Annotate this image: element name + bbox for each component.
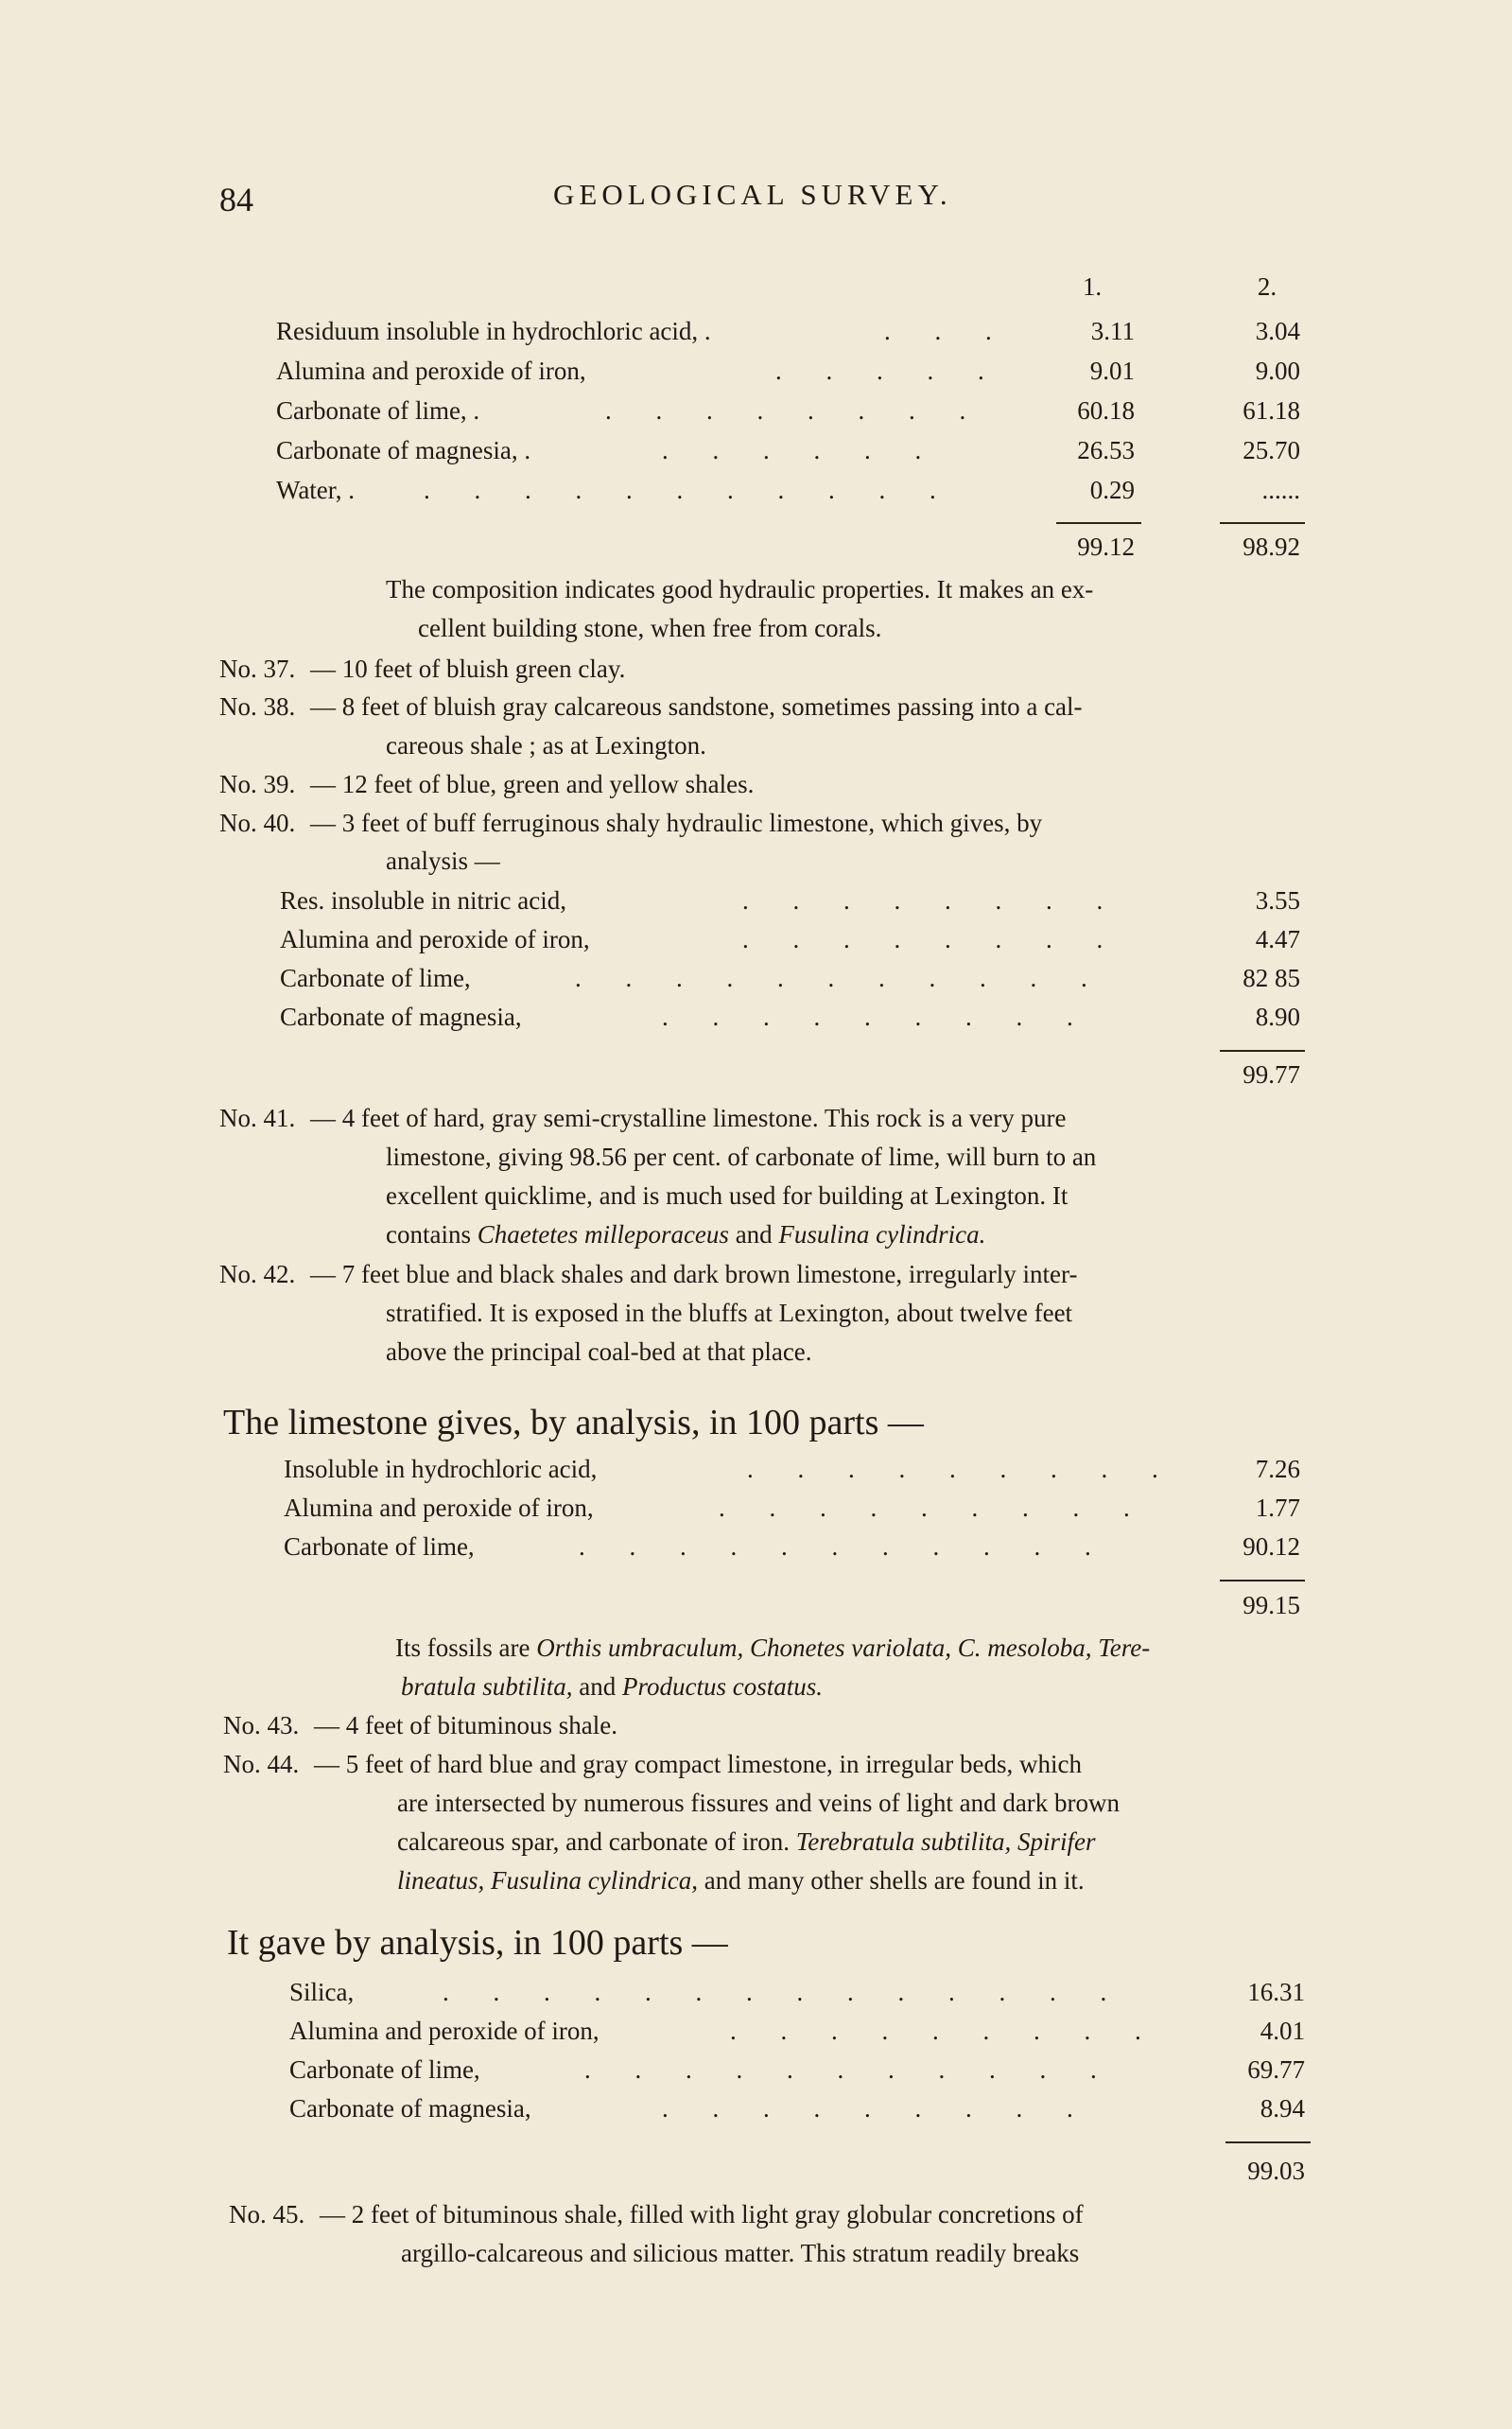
leader-dots: . . . . . . . . . . .	[424, 476, 955, 504]
text-span: and many other shells are found in it.	[704, 1866, 1085, 1895]
leader-dots: . . . . .	[775, 357, 1003, 385]
entry-text: — 10 feet of bluish green clay.	[310, 655, 626, 683]
sum-rule	[1220, 522, 1305, 524]
entry-number: No. 38.	[219, 692, 296, 721]
entry-number: No. 42.	[219, 1260, 296, 1288]
leader-dots: . . . . . . . . .	[719, 1494, 1149, 1522]
entry-number: No. 39.	[219, 770, 296, 798]
table-cell: 69.77	[1247, 2055, 1305, 2084]
table-cell: 9.00	[1255, 357, 1300, 385]
column-header-1: 1.	[1082, 272, 1103, 301]
table-cell: 90.12	[1243, 1532, 1300, 1561]
table-cell: 16.31	[1247, 1978, 1305, 2006]
leader-dots: . . . . . . . . . . .	[579, 1532, 1110, 1561]
table-row-label: Carbonate of magnesia,	[280, 1003, 522, 1031]
paragraph-line: cellent building stone, when free from corals.	[418, 614, 882, 642]
table-cell: 7.26	[1255, 1455, 1300, 1483]
entry-text: careous shale ; as at Lexington.	[386, 731, 706, 760]
text-span: Its fossils are	[395, 1634, 530, 1662]
table-cell: 0.29	[1089, 476, 1135, 504]
sum-rule	[1220, 1050, 1305, 1052]
species-name: bratula subtilita,	[401, 1672, 573, 1701]
table-row-label: Alumina and peroxide of iron,	[276, 357, 586, 385]
leader-dots: . . . . . . . . .	[662, 2094, 1092, 2123]
table-row-label: Alumina and peroxide of iron,	[284, 1494, 594, 1522]
table-cell: 61.18	[1243, 396, 1300, 425]
entry-text: argillo-calcareous and silicious matter. This stratum readily breaks	[401, 2239, 1080, 2267]
leader-dots: . . .	[884, 317, 1011, 345]
table-cell: 4.01	[1260, 2017, 1305, 2045]
entry-number: No. 44.	[223, 1750, 300, 1778]
entry-text: excellent quicklime, and is much used for building at Lexington. It	[386, 1181, 1069, 1210]
table-row-label: Water, .	[276, 476, 355, 504]
entry-text: — 2 feet of bituminous shale, filled with light gray globular concretions of	[320, 2200, 1084, 2228]
running-title: GEOLOGICAL SURVEY.	[553, 178, 952, 211]
sum-rule	[1220, 1580, 1305, 1581]
entry-number: No. 40.	[219, 809, 296, 837]
entry-text: — 5 feet of hard blue and gray compact limestone, in irregular beds, which	[314, 1750, 1082, 1778]
fossils-line	[395, 1634, 1150, 1663]
table-row-label: Alumina and peroxide of iron,	[289, 2017, 600, 2045]
column-header-2: 2.	[1257, 272, 1277, 301]
species-name: Productus costatus.	[622, 1672, 824, 1701]
entry-text	[397, 1827, 1096, 1857]
table-cell: 60.18	[1077, 396, 1135, 425]
leader-dots: . . . . . . . . .	[662, 1003, 1092, 1031]
entry-text: — 3 feet of buff ferruginous shaly hydraulic limestone, which gives, by	[310, 809, 1043, 837]
table-cell: 9.01	[1089, 357, 1135, 385]
leader-dots: . . . . . . . . .	[747, 1455, 1177, 1483]
sum-rule	[1056, 522, 1141, 524]
species-name: Orthis umbraculum,	[536, 1634, 744, 1662]
leader-dots: . . . . . . . . .	[730, 2017, 1160, 2045]
entry-text: are intersected by numerous fissures and veins of light and dark brown	[397, 1789, 1121, 1817]
text-span: contains	[386, 1220, 471, 1249]
table-cell: ......	[1261, 476, 1300, 504]
entry-number: No. 41.	[219, 1104, 296, 1132]
species-name: Fusulina cylindrica.	[778, 1220, 986, 1249]
entry-text: — 4 feet of hard, gray semi-crystalline limestone. This rock is a very pure	[310, 1104, 1067, 1132]
table-cell: 8.94	[1260, 2094, 1305, 2123]
table-cell: 3.55	[1255, 886, 1300, 915]
table-cell: 25.70	[1243, 436, 1300, 464]
leader-dots: . . . . . .	[662, 436, 941, 464]
sum-rule	[1225, 2141, 1311, 2143]
table-row-label: Carbonate of lime, .	[276, 396, 480, 425]
leader-dots: . . . . . . . . . . .	[575, 964, 1106, 992]
page-number: 84	[219, 181, 253, 218]
table-row-label: Residuum insoluble in hydrochloric acid, .	[276, 317, 711, 345]
table-total: 99.77	[1243, 1060, 1300, 1089]
table-cell: 3.11	[1090, 317, 1135, 345]
table-row-label: Carbonate of lime,	[289, 2055, 480, 2084]
table-row-label: Carbonate of lime,	[284, 1532, 475, 1561]
table-row-label: Alumina and peroxide of iron,	[280, 925, 590, 953]
entry-text: — 8 feet of bluish gray calcareous sandstone, sometimes passing into a cal-	[310, 692, 1083, 721]
entry-number: No. 43.	[223, 1711, 300, 1739]
fossils-line	[401, 1672, 823, 1702]
table-total: 98.92	[1243, 533, 1300, 561]
table-cell: 3.04	[1255, 317, 1300, 345]
table-row-label: Silica,	[289, 1978, 355, 2006]
leader-dots: . . . . . . . .	[605, 396, 985, 425]
entry-text: limestone, giving 98.56 per cent. of carbonate of lime, will burn to an	[386, 1143, 1097, 1171]
text-span: calcareous spar, and carbonate of iron.	[397, 1827, 790, 1856]
entry-text: above the principal coal-bed at that place.	[386, 1337, 812, 1366]
entry-text-fossils	[386, 1220, 985, 1249]
section-heading: The limestone gives, by analysis, in 100 parts —	[223, 1403, 924, 1442]
entry-text: — 7 feet blue and black shales and dark brown limestone, irregularly inter-	[310, 1260, 1078, 1288]
species-name: lineatus, Fusulina cylindrica,	[397, 1866, 698, 1895]
table-cell: 82 85	[1243, 964, 1300, 992]
section-heading: It gave by analysis, in 100 parts —	[227, 1923, 728, 1963]
table-row-label: Insoluble in hydrochloric acid,	[284, 1455, 598, 1483]
entry-text: analysis —	[386, 847, 500, 875]
leader-dots: . . . . . . . .	[742, 886, 1122, 915]
table-cell: 8.90	[1255, 1003, 1300, 1031]
table-cell: 26.53	[1077, 436, 1135, 464]
entry-text	[397, 1866, 1085, 1896]
entry-text: — 12 feet of blue, green and yellow shales.	[310, 770, 755, 798]
table-row-label: Carbonate of magnesia, .	[276, 436, 531, 464]
paragraph-line: The composition indicates good hydraulic properties. It makes an ex-	[386, 575, 1094, 603]
table-row-label: Res. insoluble in nitric acid,	[280, 886, 566, 915]
entry-text: stratified. It is exposed in the bluffs at Lexington, about twelve feet	[386, 1299, 1073, 1327]
table-cell: 4.47	[1255, 925, 1300, 953]
entry-number: No. 45.	[229, 2200, 305, 2228]
species-name: Terebratula subtilita, Spirifer	[795, 1827, 1096, 1856]
leader-dots: . . . . . . . . . . . . . .	[443, 1978, 1126, 2006]
species-name: Chonetes variolata, C. mesoloba, Tere-	[750, 1634, 1151, 1662]
table-total: 99.03	[1247, 2157, 1305, 2185]
entry-text: — 4 feet of bituminous shale.	[314, 1711, 617, 1739]
species-name: Chaetetes milleporaceus	[477, 1220, 729, 1249]
table-row-label: Carbonate of magnesia,	[289, 2094, 531, 2123]
table-total: 99.15	[1243, 1591, 1300, 1619]
table-row-label: Carbonate of lime,	[280, 964, 471, 992]
table-total: 99.12	[1077, 533, 1135, 561]
leader-dots: . . . . . . . .	[742, 925, 1122, 953]
leader-dots: . . . . . . . . . . .	[584, 2055, 1116, 2084]
table-cell: 1.77	[1255, 1494, 1300, 1522]
text-span: and	[735, 1220, 773, 1249]
entry-number: No. 37.	[219, 655, 296, 683]
text-span: and	[579, 1672, 617, 1701]
